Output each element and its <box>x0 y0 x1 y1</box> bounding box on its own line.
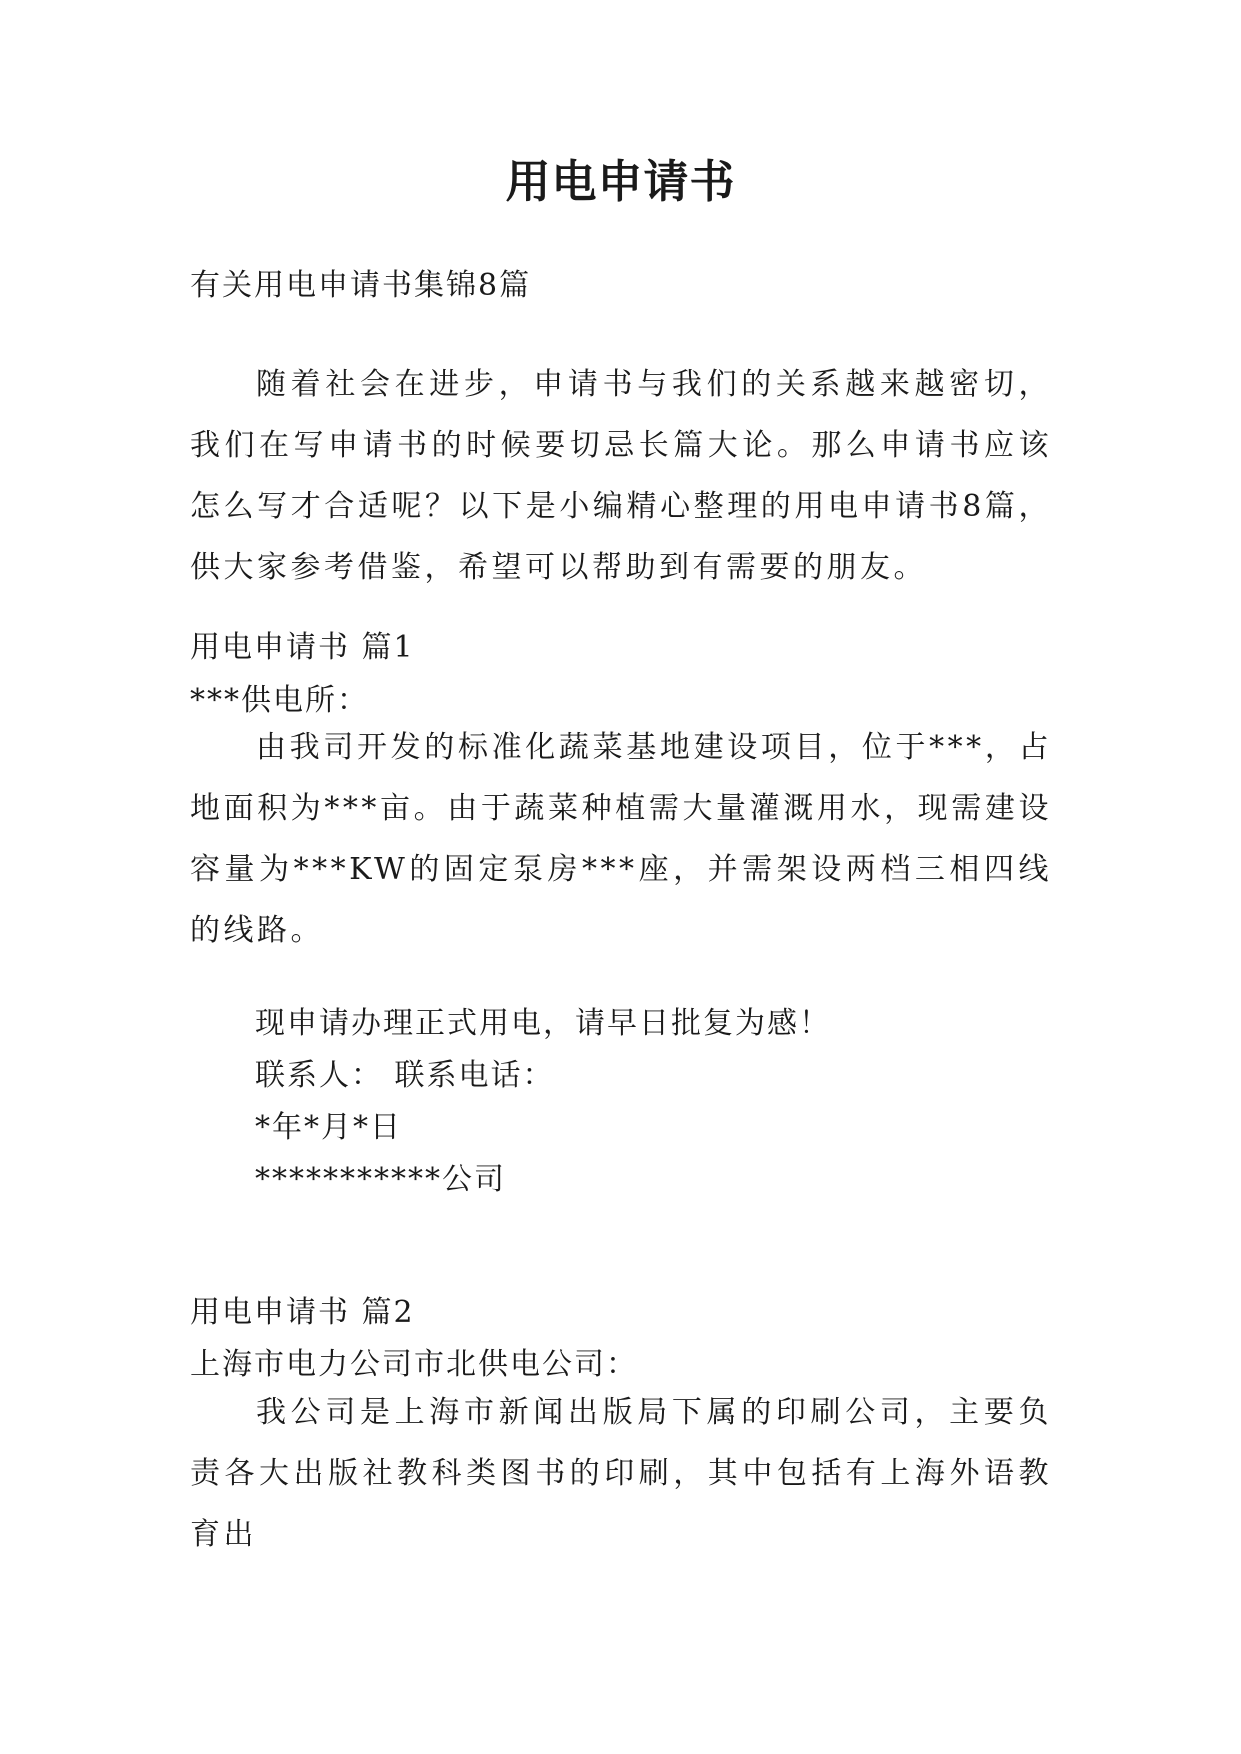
section-1-contact: 联系人： 联系电话： <box>255 1058 555 1093</box>
section-1-signature: ***********公司 <box>255 1162 506 1197</box>
intro-paragraph: 随着社会在进步，申请书与我们的关系越来越密切，我们在写申请书的时候要切忌长篇大论。那么申请书应该怎么写才合适呢？以下是小编精心整理的用电申请书8篇，供大家参考借鉴，希望可以帮助到有需要的朋友。 <box>190 367 1052 585</box>
section-1-date: *年*月*日 <box>255 1110 402 1145</box>
section-1-request: 现申请办理正式用电，请早日批复为感！ <box>255 1006 831 1041</box>
section-2-body: 我公司是上海市新闻出版局下属的印刷公司，主要负责各大出版社教科类图书的印刷，其中包括有上海外语教育出 <box>190 1395 1052 1552</box>
section-1-heading: 用电申请书 篇1 <box>190 630 415 665</box>
section-1-addressee: ***供电所： <box>190 683 369 718</box>
document-title: 用电申请书 <box>505 155 736 208</box>
section-2-heading: 用电申请书 篇2 <box>190 1295 415 1330</box>
section-1-body: 由我司开发的标准化蔬菜基地建设项目，位于***，占地面积为***亩。由于蔬菜种植需大量灌溉用水，现需建设容量为***KW的固定泵房***座，并需架设两档三相四线的线路。 <box>190 730 1052 948</box>
document-subtitle: 有关用电申请书集锦8篇 <box>190 268 532 303</box>
section-2-addressee: 上海市电力公司市北供电公司： <box>190 1347 638 1382</box>
